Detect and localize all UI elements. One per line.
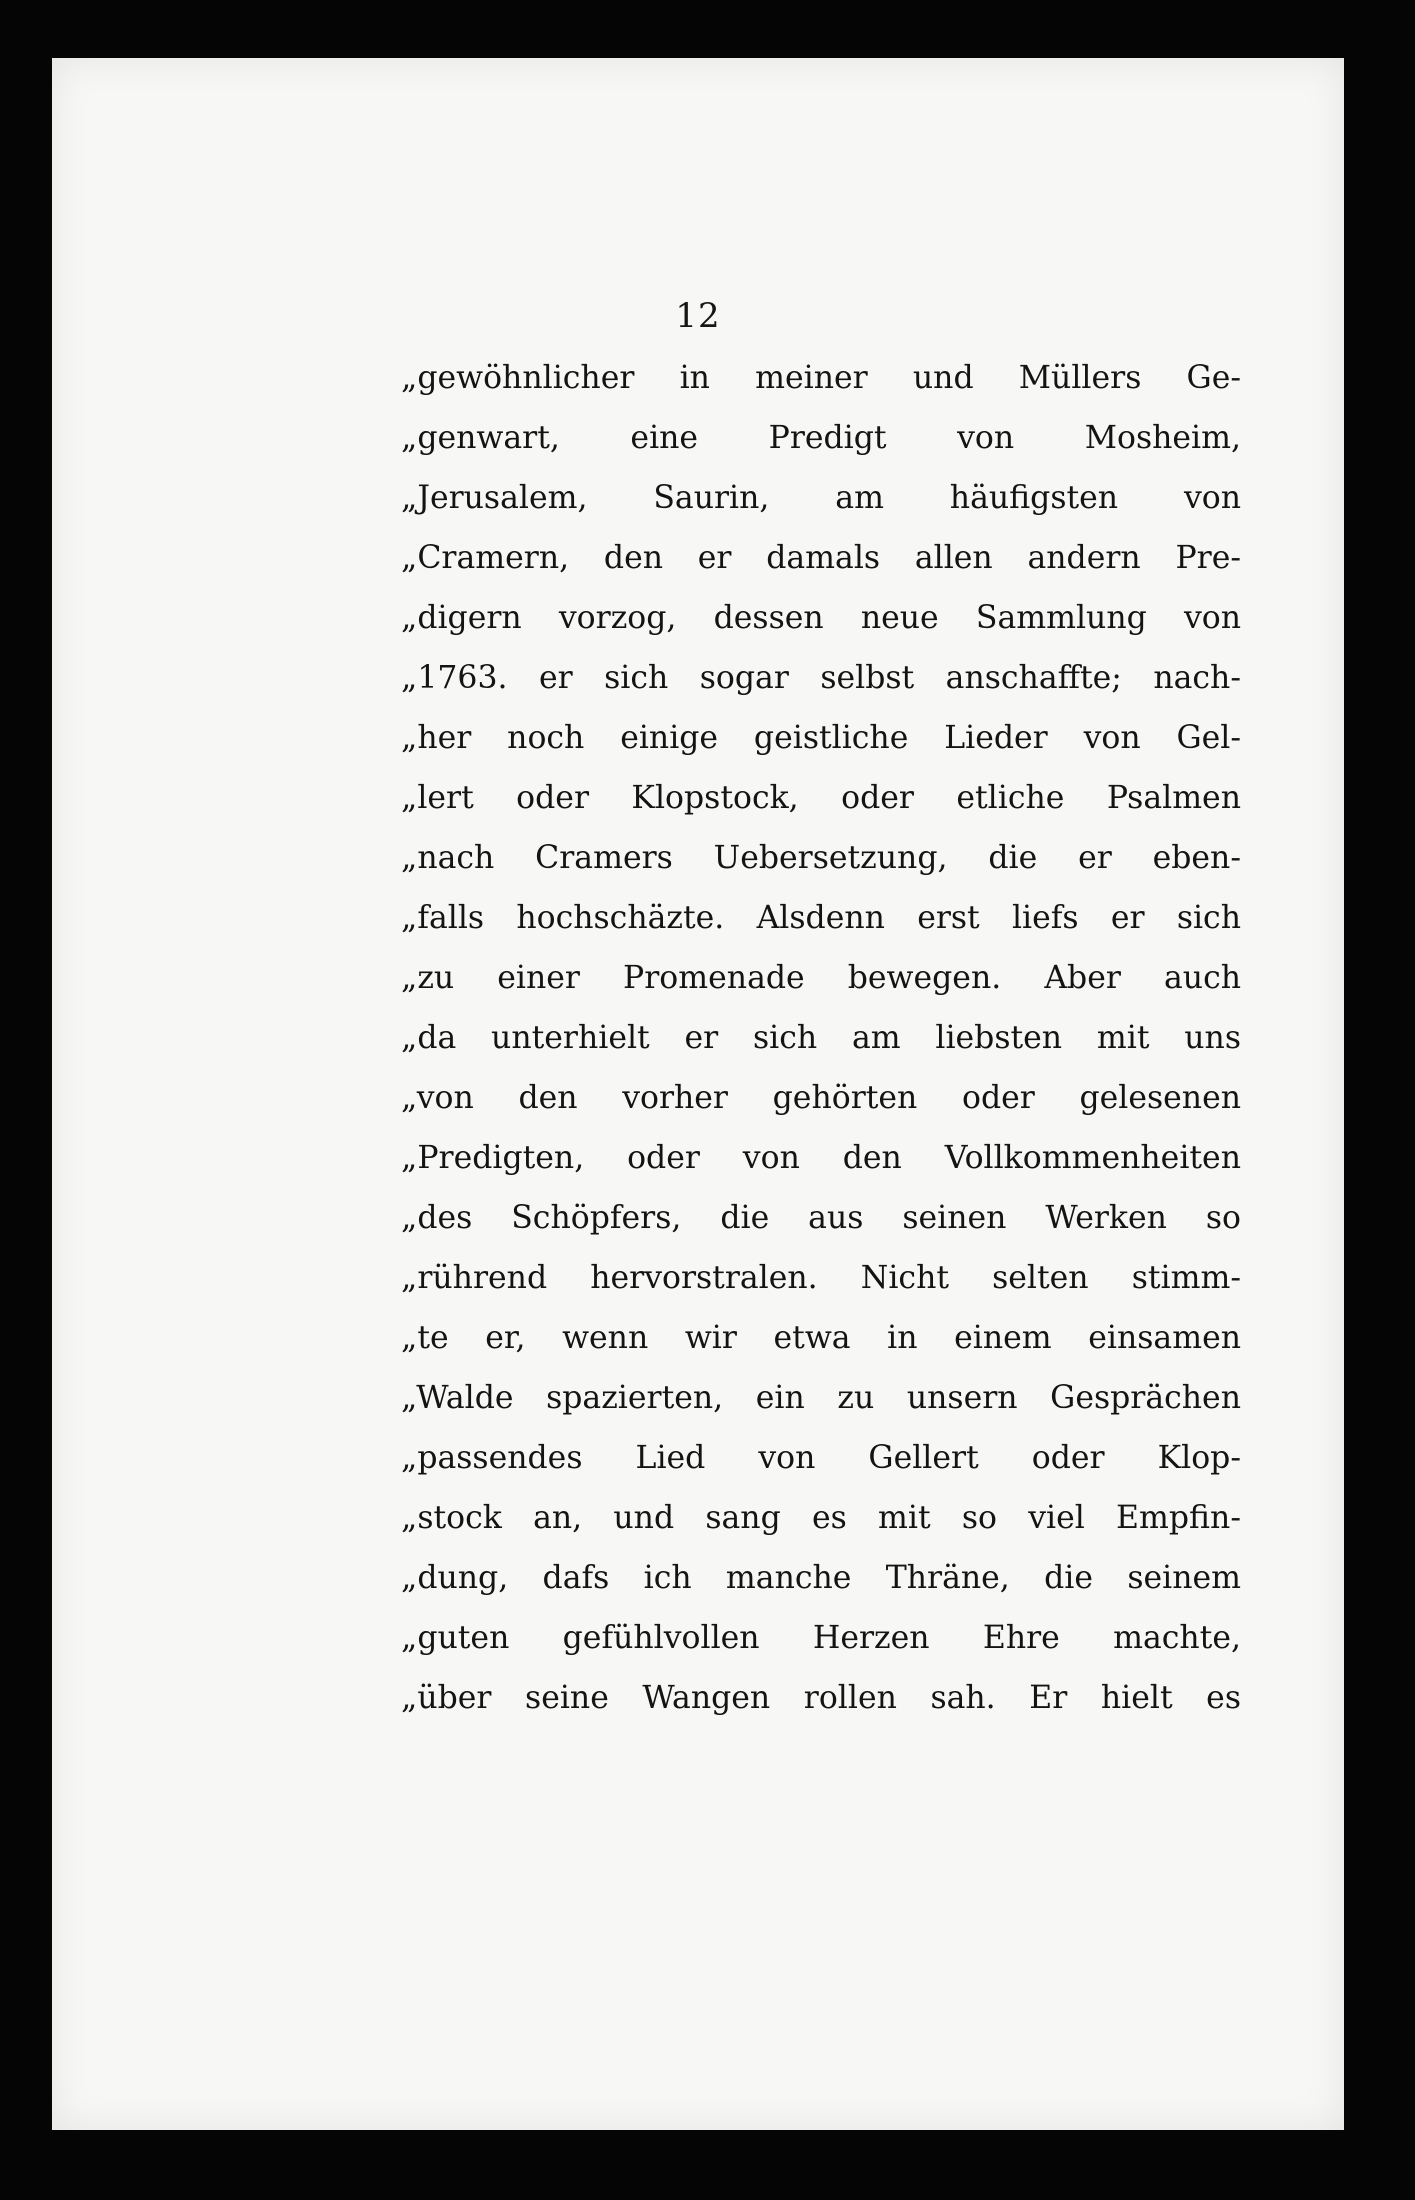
text-line: „gewöhnlicher in meiner und Müllers Ge-	[401, 360, 1241, 396]
text-line: „Cramern, den er damals allen andern Pre-	[401, 540, 1241, 576]
text-line: „stock an, und sang es mit so viel Empfin-	[401, 1500, 1241, 1536]
text-line: „des Schöpfers, die aus seinen Werken so	[401, 1200, 1241, 1236]
book-page	[52, 58, 1344, 2130]
text-line: „von den vorher gehörten oder gelesenen	[401, 1080, 1241, 1116]
text-line: „1763. er sich sogar selbst anschaffte; nach-	[401, 660, 1241, 696]
text-line: „her noch einige geistliche Lieder von Gel-	[401, 720, 1241, 756]
text-line: „genwart, eine Predigt von Mosheim,	[401, 420, 1241, 456]
text-line: „Predigten, oder von den Vollkommenheiten	[401, 1140, 1241, 1176]
text-line: „Walde spazierten, ein zu unsern Gesprächen	[401, 1380, 1241, 1416]
text-line: „Jerusalem, Saurin, am häufigsten von	[401, 480, 1241, 516]
text-line: „dung, dafs ich manche Thräne, die seinem	[401, 1560, 1241, 1596]
page-number: 12	[675, 296, 721, 336]
text-line: „te er, wenn wir etwa in einem einsamen	[401, 1320, 1241, 1356]
text-line: „falls hochschäzte. Alsdenn erst liefs er sich	[401, 900, 1241, 936]
text-line: „rührend hervorstralen. Nicht selten stimm-	[401, 1260, 1241, 1296]
text-line: „passendes Lied von Gellert oder Klop-	[401, 1440, 1241, 1476]
text-line: „lert oder Klopstock, oder etliche Psalmen	[401, 780, 1241, 816]
body-text	[401, 348, 1241, 1728]
text-line: „zu einer Promenade bewegen. Aber auch	[401, 960, 1241, 996]
text-line: „über seine Wangen rollen sah. Er hielt es	[401, 1680, 1241, 1716]
text-line: „digern vorzog, dessen neue Sammlung von	[401, 600, 1241, 636]
text-line: „nach Cramers Uebersetzung, die er eben-	[401, 840, 1241, 876]
text-line: „da unterhielt er sich am liebsten mit uns	[401, 1020, 1241, 1056]
text-line: „guten gefühlvollen Herzen Ehre machte,	[401, 1620, 1241, 1656]
